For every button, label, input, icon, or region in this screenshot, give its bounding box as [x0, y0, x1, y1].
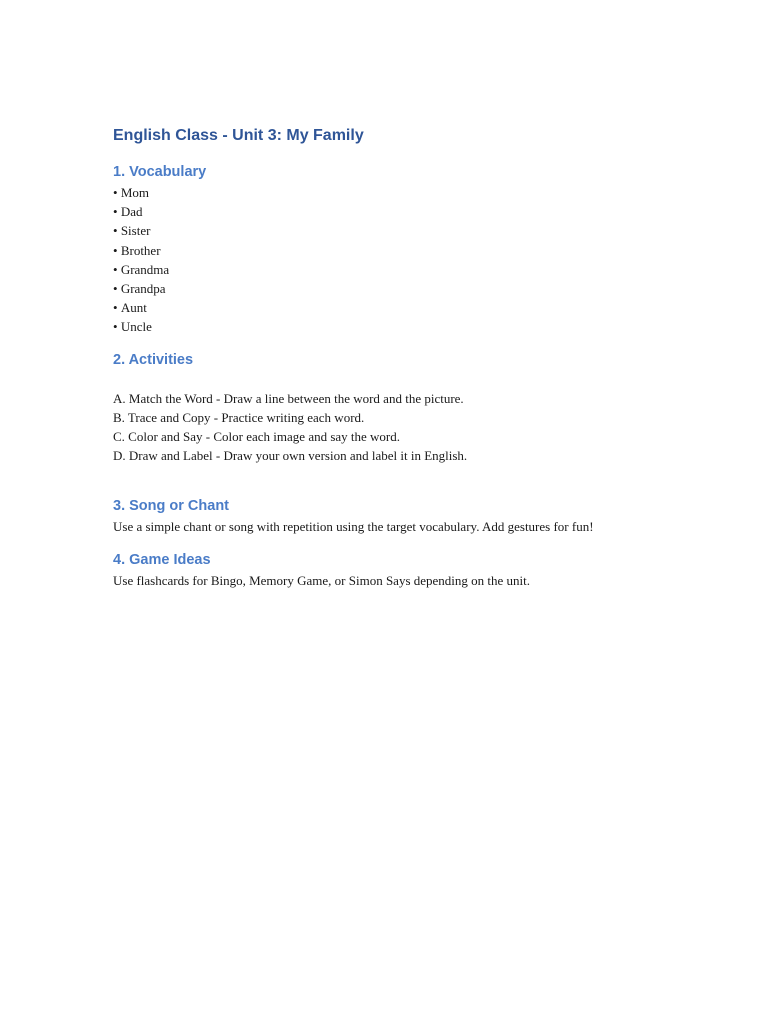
activity-item: C. Color and Say - Color each image and say the word. — [113, 429, 401, 445]
activity-item: A. Match the Word - Draw a line between the word and the picture. — [113, 390, 464, 406]
vocabulary-item: • Brother — [113, 241, 713, 260]
vocabulary-item: • Dad — [113, 202, 713, 221]
game-ideas-text: Use flashcards for Bingo, Memory Game, or Simon Says depending on the unit. — [113, 572, 531, 588]
song-heading: 3. Song or Chant — [113, 498, 229, 515]
vocabulary-item: • Mom — [113, 183, 713, 202]
activities-heading: 2. Activities — [113, 351, 194, 368]
activity-item: D. Draw and Label - Draw your own version and label it in English. — [113, 448, 468, 464]
vocabulary-list — [113, 183, 713, 337]
vocabulary-item: • Uncle — [113, 317, 713, 336]
game-ideas-heading: 4. Game Ideas — [113, 551, 211, 568]
vocabulary-item: • Sister — [113, 221, 713, 240]
document-content — [113, 124, 713, 590]
vocabulary-item: • Aunt — [113, 298, 713, 317]
activity-item: B. Trace and Copy - Practice writing each word. — [113, 409, 365, 425]
page-title: English Class - Unit 3: My Family — [113, 127, 364, 144]
vocabulary-heading: 1. Vocabulary — [113, 164, 207, 180]
song-text: Use a simple chant or song with repetition using the target vocabulary. Add gestures for fun! — [113, 519, 594, 535]
activities-list — [113, 389, 713, 466]
vocabulary-item: • Grandpa — [113, 279, 713, 298]
vocabulary-item: • Grandma — [113, 260, 713, 279]
